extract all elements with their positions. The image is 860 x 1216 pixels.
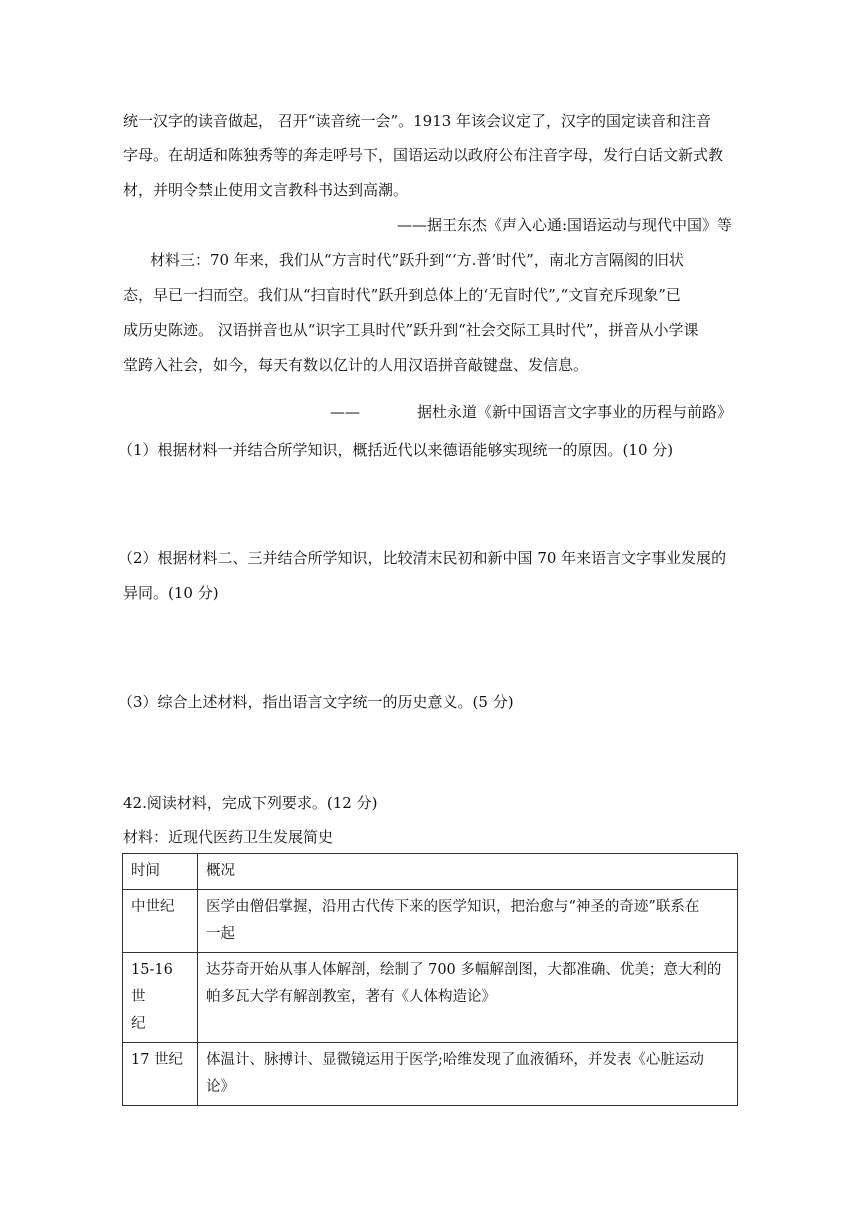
material3-source-dash: —— bbox=[330, 403, 360, 421]
material3-line-2: 态，早已一扫而空。我们从“扫盲时代”跃升到总体上的‘无盲时代”,“文盲充斥现象”已 bbox=[123, 286, 681, 304]
table-cell-time bbox=[123, 953, 198, 1043]
table-cell-time-line: 17 世纪 bbox=[131, 1052, 184, 1068]
table-cell-overview bbox=[198, 1043, 738, 1106]
question-2-line-1: （2）根据材料二、三并结合所学知识，比较清末民初和新中国 70 年来语言文字事业发展的 bbox=[118, 549, 727, 567]
question-42-material-label: 材料：近现代医药卫生发展简史 bbox=[123, 828, 334, 846]
material3-line-4: 堂跨入社会，如今，每天有数以亿计的人用汉语拼音敲键盘、发信息。 bbox=[123, 356, 589, 374]
table-row bbox=[123, 1043, 738, 1106]
table-row bbox=[123, 953, 738, 1043]
table-header-time: 时间 bbox=[123, 854, 198, 890]
material2-line-2: 字母。在胡适和陈独秀等的奔走呼号下，国语运动以政府公布注音字母，发行白话文新式教 bbox=[123, 146, 724, 164]
table-row bbox=[123, 890, 738, 953]
material2-line-1: 统一汉字的读音做起， 召开“读音统一会”。1913 年该会议定了，汉字的国定读音和注音 bbox=[123, 112, 712, 130]
table-cell-time-line: 纪 bbox=[131, 1016, 146, 1032]
question-1: （1）根据材料一并结合所学知识，概括近代以来德语能够实现统一的原因。(10 分) bbox=[118, 441, 674, 459]
table-cell-overview bbox=[198, 953, 738, 1043]
table-cell-overview-line: 达芬奇开始从事人体解剖，绘制了 700 多幅解剖图，大都准确、优美；意大利的 bbox=[206, 962, 722, 978]
material2-line-3: 材，并明令禁止使用文言教科书达到高潮。 bbox=[123, 181, 409, 199]
material3-line-1: 材料三：70 年来，我们从“方言时代”跃升到“‘方.普’时代”，南北方言隔阂的旧状 bbox=[150, 251, 684, 269]
table-cell-overview-line: 一起 bbox=[206, 926, 235, 942]
question-2-line-2: 异同。(10 分) bbox=[123, 584, 219, 602]
medical-history-table bbox=[122, 853, 738, 1106]
table-header-overview: 概况 bbox=[198, 854, 738, 890]
table-cell-time bbox=[123, 1043, 198, 1106]
table-header-row bbox=[123, 854, 738, 890]
material3-line-3: 成历史陈迹。 汉语拼音也从“识字工具时代”跃升到“社会交际工具时代”，拼音从小学课 bbox=[123, 321, 699, 339]
table-cell-overview bbox=[198, 890, 738, 953]
table-cell-time-line: 中世纪 bbox=[131, 899, 175, 915]
table-cell-overview-line: 帕多瓦大学有解剖教室，著有《人体构造论》 bbox=[206, 989, 496, 1005]
question-42-title: 42.阅读材料，完成下列要求。(12 分) bbox=[123, 794, 378, 812]
table-cell-time-line: 15-16 世 bbox=[131, 962, 173, 1005]
material2-source: ——据王东杰《声入心通:国语运动与现代中国》等 bbox=[396, 216, 732, 234]
question-3: （3）综合上述材料，指出语言文字统一的历史意义。(5 分) bbox=[118, 693, 514, 711]
material3-source: 据杜永道《新中国语言文字事业的历程与前路》 bbox=[416, 403, 732, 421]
table-cell-overview-line: 论》 bbox=[206, 1079, 235, 1095]
table-cell-overview-line: 医学由僧侣掌握，沿用古代传下来的医学知识，把治愈与“神圣的奇迹”联系在 bbox=[206, 899, 700, 915]
table-cell-time bbox=[123, 890, 198, 953]
table-cell-overview-line: 体温计、脉搏计、显微镜运用于医学;哈维发现了血液循环，并发表《心脏运动 bbox=[206, 1052, 704, 1068]
